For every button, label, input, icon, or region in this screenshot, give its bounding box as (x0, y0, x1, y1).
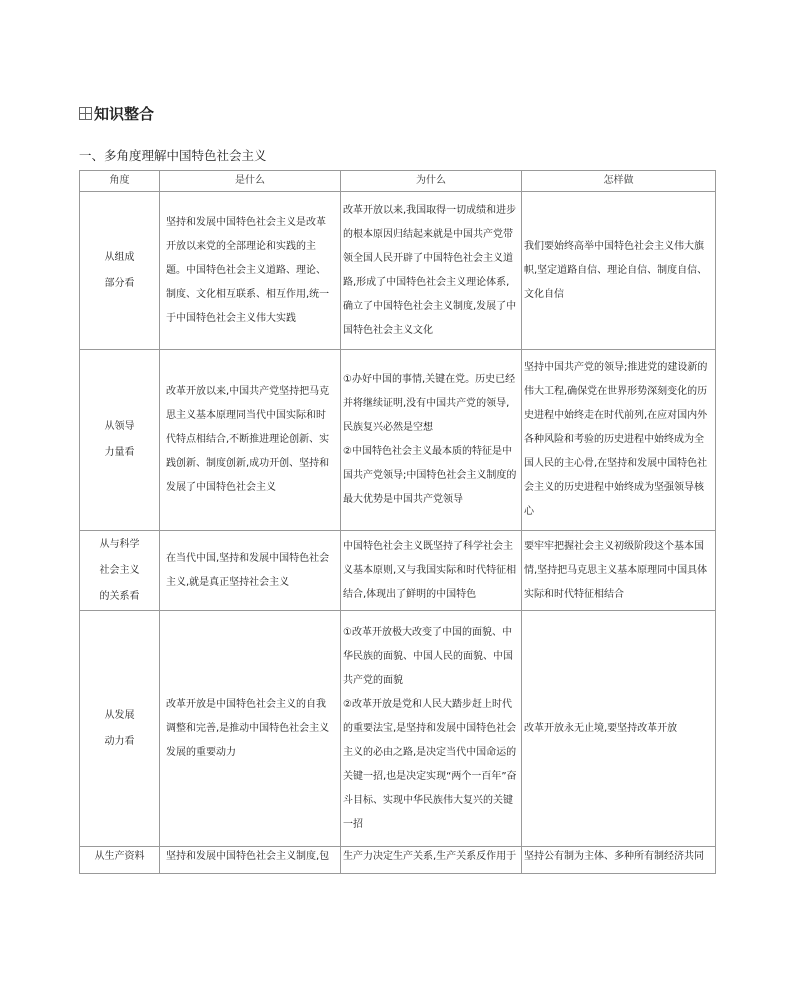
how-cell: 要牢牢把握社会主义初级阶段这个基本国情,坚持把马克思主义基本原理同中国具体实际和时代特征相结合 (522, 531, 716, 611)
angle-line: 力量看 (104, 447, 135, 458)
angle-cell (80, 350, 160, 531)
heading-text: 知识整合 (94, 105, 155, 123)
angle-line: 从发展 (104, 709, 135, 721)
what-cell: 坚持和发展中国特色社会主义制度,包 (160, 847, 341, 874)
table-row (80, 192, 716, 350)
how-cell: 改革开放永无止境,要坚持改革开放 (522, 611, 716, 847)
what-cell: 改革开放是中国特色社会主义的自我调整和完善,是推动中国特色社会主义发展的重要动力 (160, 611, 341, 847)
why-cell: ①改革开放极大改变了中国的面貌、中华民族的面貌、中国人民的面貌、中国共产党的面貌 ②改革开放是党和人民大踏步赶上时代的重要法宝,是坚持和发展中国特色社会主义的必由之路,是决定当代中国命运的关键一招,也是决定实现“两个一百年”奋斗目标、实现中华民族伟大复兴的关键一招 (341, 611, 522, 847)
why-cell: 中国特色社会主义既坚持了科学社会主义基本原则,又与我国实际和时代特征相结合,体现出了鲜明的中国特色 (341, 531, 522, 611)
table-row (80, 611, 716, 847)
header-angle: 角度 (80, 171, 160, 192)
why-cell: ①办好中国的事情,关键在党。历史已经并将继续证明,没有中国共产党的领导,民族复兴必然是空想 ②中国特色社会主义最本质的特征是中国共产党领导;中国特色社会主义制度的最大优势是中国共产党领导 (341, 350, 522, 531)
table-row (80, 847, 716, 874)
table-row (80, 531, 716, 611)
why-cell: 改革开放以来,我国取得一切成绩和进步的根本原因归结起来就是中国共产党带领全国人民开辟了中国特色社会主义道路,形成了中国特色社会主义理论体系,确立了中国特色社会主义制度,发展了中国特色社会主义文化 (341, 192, 522, 350)
angle-line: 从领导 (104, 421, 135, 432)
how-cell: 坚持中国共产党的领导;推进党的建设新的伟大工程,确保党在世界形势深刻变化的历史进程中始终走在时代前列,在应对国内外各种风险和考验的历史进程中始终成为全国人民的主心骨,在坚持和发展中国特色社会主义的历史进程中始终成为坚强领导核心 (522, 350, 716, 531)
angle-line: 的关系看 (99, 590, 140, 602)
angle-cell (80, 531, 160, 611)
angle-cell (80, 847, 160, 874)
angle-line: 社会主义 (99, 564, 140, 576)
angle-cell (80, 611, 160, 847)
angle-line: 从生产资料 (94, 851, 145, 862)
header-how: 怎样做 (522, 171, 716, 192)
header-what: 是什么 (160, 171, 341, 192)
knowledge-table (79, 170, 716, 874)
how-cell: 坚持公有制为主体、多种所有制经济共同 (522, 847, 716, 874)
angle-line: 部分看 (104, 277, 135, 289)
what-cell: 坚持和发展中国特色社会主义是改革开放以来党的全部理论和实践的主题。中国特色社会主义道路、理论、制度、文化相互联系、相互作用,统一于中国特色社会主义伟大实践 (160, 192, 341, 350)
angle-cell (80, 192, 160, 350)
how-cell: 我们要始终高举中国特色社会主义伟大旗帜,坚定道路自信、理论自信、制度自信、文化自信 (522, 192, 716, 350)
why-cell: 生产力决定生产关系,生产关系反作用于 (341, 847, 522, 874)
what-cell: 在当代中国,坚持和发展中国特色社会主义,就是真正坚持社会主义 (160, 531, 341, 611)
header-why: 为什么 (341, 171, 522, 192)
angle-line: 从组成 (104, 251, 135, 263)
table-header-row (80, 171, 716, 192)
angle-line: 动力看 (104, 735, 135, 747)
grid-icon (79, 107, 92, 120)
what-cell: 改革开放以来,中国共产党坚持把马克思主义基本原理同当代中国实际和时代特点相结合,不断推进理论创新、实践创新、制度创新,成功开创、坚持和发展了中国特色社会主义 (160, 350, 341, 531)
table-row (80, 350, 716, 531)
subheading: 一、多角度理解中国特色社会主义 (79, 148, 267, 163)
angle-line: 从与科学 (99, 538, 140, 550)
section-heading (79, 103, 154, 124)
